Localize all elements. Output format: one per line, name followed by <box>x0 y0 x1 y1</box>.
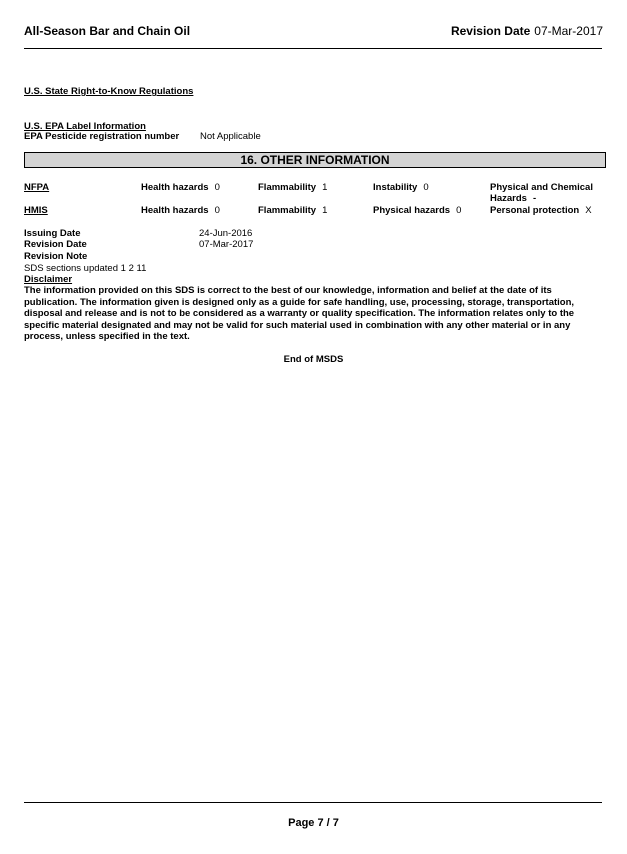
header-divider <box>24 48 602 49</box>
hmis-health-value: 0 <box>214 205 220 216</box>
hmis-health <box>141 205 220 216</box>
hmis-label: HMIS <box>24 205 48 216</box>
sds-sections-updated: SDS sections updated 1 2 11 <box>24 263 147 274</box>
hmis-personal-protection <box>490 205 592 216</box>
hmis-personal-protection-label: Personal protection <box>490 205 580 216</box>
header-revision <box>451 24 603 38</box>
hmis-personal-protection-value: X <box>585 205 592 216</box>
page-number: Page 7 / 7 <box>288 817 339 829</box>
nfpa-health <box>141 182 220 193</box>
nfpa-health-label: Health hazards <box>141 182 209 193</box>
revision-note-label: Revision Note <box>24 251 88 262</box>
hmis-physical-label: Physical hazards <box>373 205 451 216</box>
disclaimer-heading: Disclaimer <box>24 274 73 285</box>
hmis-physical <box>373 205 461 216</box>
issuing-date-label: Issuing Date <box>24 228 81 239</box>
hmis-health-label: Health hazards <box>141 205 209 216</box>
revision-date-label: Revision Date <box>24 239 87 250</box>
product-name: All-Season Bar and Chain Oil <box>24 24 191 38</box>
epa-registration-label: EPA Pesticide registration number <box>24 131 180 142</box>
header-revision-label: Revision Date <box>450 24 531 38</box>
nfpa-flammability-label: Flammability <box>258 182 317 193</box>
nfpa-label: NFPA <box>24 182 50 193</box>
nfpa-flammability-value: 1 <box>322 182 328 193</box>
nfpa-instability-label: Instability <box>373 182 418 193</box>
section-title: 16. OTHER INFORMATION <box>24 152 606 168</box>
nfpa-instability <box>373 182 429 193</box>
nfpa-physical-chemical-label: Physical and Chemical Hazards <box>490 182 593 204</box>
nfpa-instability-value: 0 <box>423 182 429 193</box>
hmis-flammability <box>258 205 327 216</box>
disclaimer-text: The information provided on this SDS is correct to the best of our knowledge, information and belief at the date of its publication. The information given is designed only as a guide for safe handling, use, processing, storage, transportation, disposal and release and is not to be considered as a warranty or quality specification. The information relates only to the specific material designated and may not be valid for such material used in combination with any other material or in any process, unless specified in the text. <box>24 285 575 343</box>
epa-label-heading: U.S. EPA Label Information <box>24 121 146 132</box>
epa-registration-value: Not Applicable <box>200 131 261 142</box>
revision-date-value: 07-Mar-2017 <box>199 239 254 250</box>
footer-divider <box>24 802 602 803</box>
nfpa-health-value: 0 <box>214 182 220 193</box>
hmis-flammability-value: 1 <box>322 205 328 216</box>
nfpa-flammability <box>258 182 327 193</box>
nfpa-physical-chemical-value: - <box>532 193 537 204</box>
header-revision-date: 07-Mar-2017 <box>534 24 603 38</box>
end-of-msds: End of MSDS <box>283 354 344 365</box>
hmis-flammability-label: Flammability <box>258 205 317 216</box>
state-regulations-heading: U.S. State Right-to-Know Regulations <box>24 86 194 97</box>
issuing-date-value: 24-Jun-2016 <box>199 228 253 239</box>
nfpa-physical-chemical <box>490 182 605 204</box>
hmis-physical-value: 0 <box>456 205 462 216</box>
